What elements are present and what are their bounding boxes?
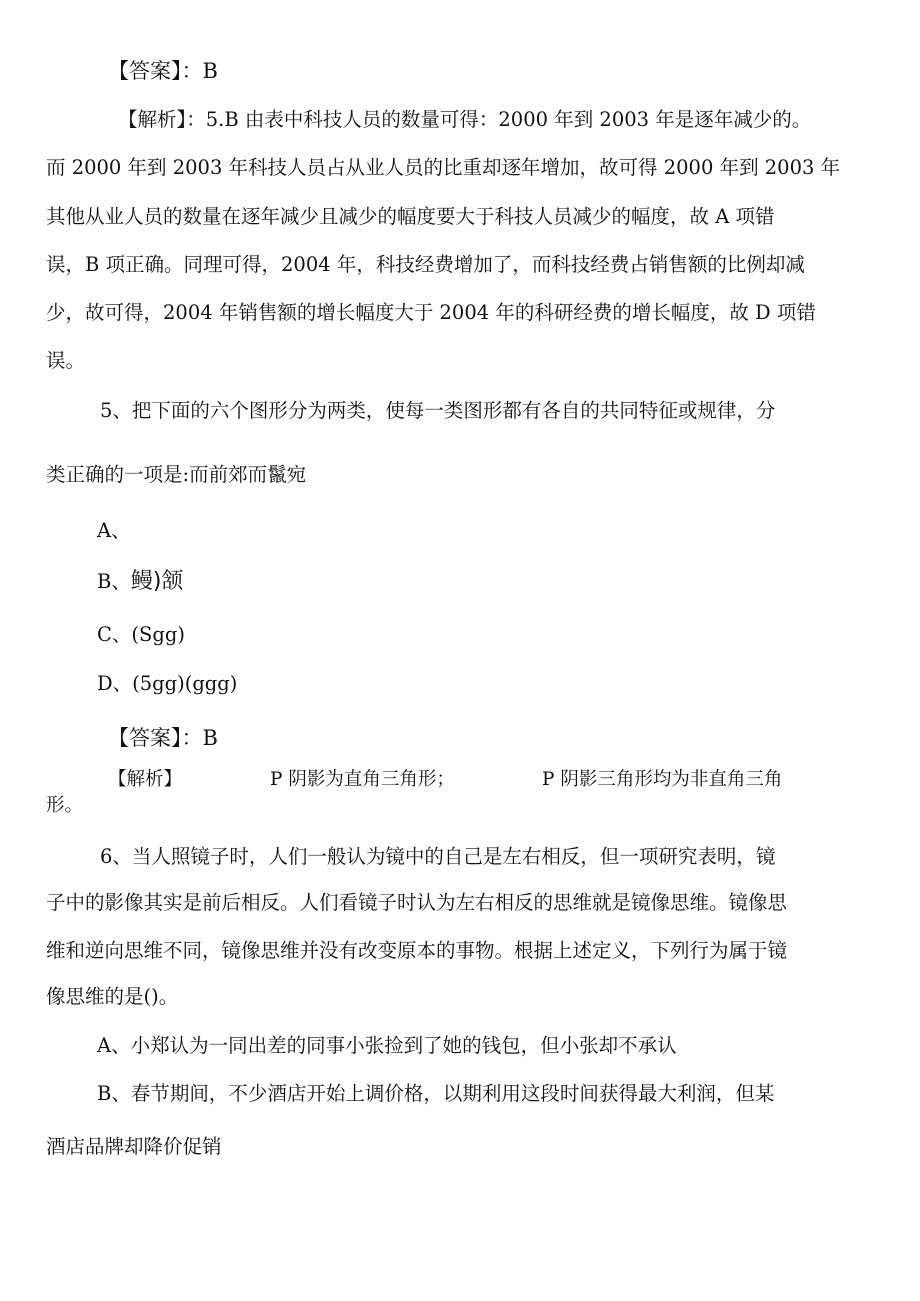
q5-stem-line-2: 类正确的一项是:而前郊而鬣宛 bbox=[46, 463, 307, 486]
q6-stem-line-4: 像思维的是()。 bbox=[46, 985, 179, 1008]
q4-explanation-label: 【解析】 bbox=[118, 108, 187, 131]
q4-explanation-line-3: 其他从业人员的数量在逐年减少且减少的幅度要大于科技人员减少的幅度，故 A 项错 bbox=[46, 205, 775, 228]
q4-answer-label: 【答案】 bbox=[108, 59, 182, 83]
q5-answer bbox=[108, 728, 218, 749]
q4-answer bbox=[108, 61, 218, 82]
q6-stem-line-3: 维和逆向思维不同，镜像思维并没有改变原本的事物。根据上述定义，下列行为属于镜 bbox=[46, 939, 788, 962]
q5-answer-value: ：B bbox=[181, 726, 218, 750]
q4-explanation-line-4: 误，B 项正确。同理可得，2004 年，科技经费增加了，而科技经费占销售额的比例却减 bbox=[46, 253, 805, 276]
q4-explanation-line-2: 而 2000 年到 2003 年科技人员占从业人员的比重却逐年增加，故可得 2000 年到 2003 年 bbox=[46, 156, 841, 179]
q5-explanation-part-1: P 阴影为直角三角形； bbox=[270, 769, 455, 790]
q5-option-b-text: 鳗)颔 bbox=[130, 569, 184, 594]
q5-answer-label: 【答案】 bbox=[108, 726, 182, 750]
q6-option-a: A、小郑认为一同出差的同事小张捡到了她的钱包，但小张却不承认 bbox=[97, 1034, 677, 1057]
q6-stem-line-1: 6、当人照镜子时，人们一般认为镜中的自己是左右相反，但一项研究表明，镜 bbox=[100, 845, 776, 868]
q6-stem-line-2: 子中的影像其实是前后相反。人们看镜子时认为左右相反的思维就是镜像思维。镜像思 bbox=[46, 891, 788, 914]
q5-option-b bbox=[97, 571, 183, 593]
q5-option-d: D、(5gg)(ggg) bbox=[97, 672, 238, 695]
q4-explanation-line-1 bbox=[118, 110, 811, 130]
q4-explanation-text: ：5.B 由表中科技人员的数量可得：2000 年到 2003 年是逐年减少的。 bbox=[186, 108, 812, 131]
q5-option-b-prefix: B、 bbox=[97, 570, 131, 593]
q4-explanation-line-5: 少，故可得，2004 年销售额的增长幅度大于 2004 年的科研经费的增长幅度，故 D 项错 bbox=[46, 301, 816, 324]
q5-explanation-part-2: P 阴影三角形均为非直角三角 bbox=[542, 769, 783, 790]
q6-option-b-line-1: B、春节期间，不少酒店开始上调价格，以期利用这段时间获得最大利润，但某 bbox=[97, 1082, 775, 1105]
q4-answer-value: ：B bbox=[181, 59, 218, 83]
q6-option-b-line-2: 酒店品牌却降价促销 bbox=[46, 1135, 222, 1158]
q5-stem-line-1: 5、把下面的六个图形分为两类，使每一类图形都有各自的共同特征或规律，分 bbox=[100, 399, 776, 422]
q5-option-c: C、(Sgg) bbox=[97, 623, 185, 646]
q5-explanation-line-2: 形。 bbox=[46, 795, 84, 816]
q5-option-a: A、 bbox=[97, 519, 131, 542]
q5-explanation-label: 【解析】 bbox=[108, 769, 183, 790]
q4-explanation-line-6: 误。 bbox=[46, 349, 86, 372]
